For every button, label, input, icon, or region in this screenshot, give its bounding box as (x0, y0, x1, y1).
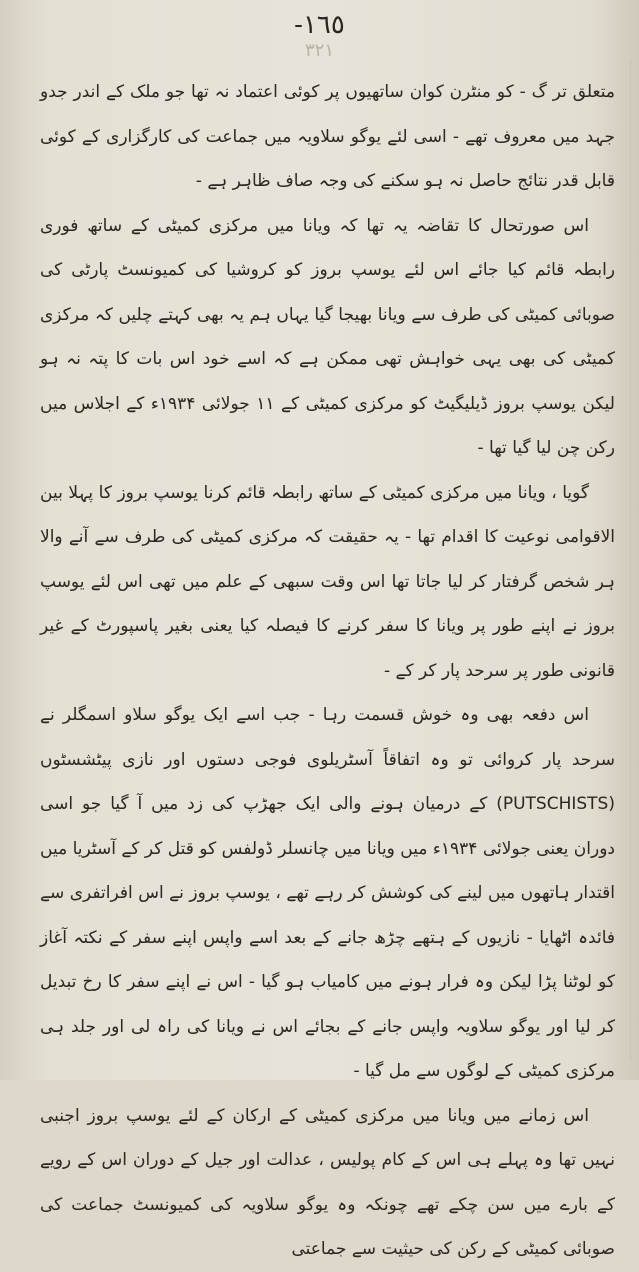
paragraph-1: متعلق تر گ - کو منٹرن کوان ساتھیوں پر کوئی اعتماد نہ تھا جو ملک کے اندر جدو جہد میں معروف تھے - اسی لئے یوگو سلاویہ میں جماعت کی کارگزاری کے کوئی قابل قدر نتائج حاصل نہ ہو سکنے کی وجہ صاف ظاہر ہے - (40, 82, 615, 191)
paragraph-2: اس صورتحال کا تقاضہ یہ تھا کہ ویانا میں مرکزی کمیٹی کے ساتھ فوری رابطہ قائم کیا جائے اس لئے یوسپ بروز کو کروشیا کی کمیونسٹ پارٹی کی صوبائی کمیٹی کی طرف سے ویانا بھیجا گیا یہاں ہم یہ بھی کہتے چلیں کہ مرکزی کمیٹی کی بھی یہی خواہش تھی ممکن ہے کہ اسے خود اس بات کا پتہ نہ ہو لیکن یوسپ بروز ڈیلیگیٹ کو مرکزی کمیٹی کے ۱۱ جولائی ۱۹۳۴ء کے اجلاس میں رکن چن لیا گیا تھا - (40, 215, 615, 458)
paragraph-4: اس دفعہ بھی وہ خوش قسمت رہا - جب اسے ایک یوگو سلاو اسمگلر نے سرحد پار کروائی تو وہ اتفاقاً آسٹریلوی فوجی دستوں اور نازی پیٹشسٹوں (PUTSCHISTS) کے درمیان ہونے والی ایک جھڑپ کی زد میں آ گیا جو اسی دوران یعنی جولائی ۱۹۳۴ء میں ویانا میں چانسلر ڈولفس کو قتل کر کے آسٹریا میں اقتدار ہاتھوں میں لینے کی کوشش کر رہے تھے ، یوسپ بروز نے اس افراتفری سے فائدہ اٹھایا - نازیوں کے ہتھے چڑھ جانے کے بعد اسے واپس اپنے سفر کے نکتہ آغاز کو لوٹنا پڑا لیکن وہ فرار ہونے میں کامیاب ہو گیا - اس نے اپنے سفر کا رخ تبدیل کر لیا اور یوگو سلاویہ واپس جانے کے بجائے اس نے ویانا کی راہ لی اور جلد ہی مرکزی کمیٹی کے لوگوں سے مل گیا - (40, 705, 616, 1081)
paragraph-5: اس زمانے میں ویانا میں مرکزی کمیٹی کے ارکان کے لئے یوسپ بروز اجنبی نہیں تھا وہ پہلے ہی اس کے کام پولیس ، عدالت اور جیل کے دوران اس کے رویے کے بارے میں سن چکے تھے چونکہ وہ یوگو سلاویہ کی کمیونسٹ جماعت کی صوبائی کمیٹی کے رکن کی حیثیت سے جماعتی (40, 1105, 615, 1259)
urdu-text-body (40, 70, 615, 1272)
page-margin-line (630, 60, 631, 1060)
page-number: -١٦٥ (294, 10, 345, 40)
paragraph-3: گویا ، ویانا میں مرکزی کمیٹی کے ساتھ رابطہ قائم کرنا یوسپ بروز کا پہلا بین الاقوامی نوعیت کا اقدام تھا - یہ حقیقت کہ مرکزی کمیٹی کی طرف سے آنے والا ہر شخص گرفتار کر لیا جاتا تھا اس وقت سبھی کے علم میں تھی اس لئے یوسپ بروز نے اپنے طور پر ویانا کا سفر کرنے کا فیصلہ کیا یعنی بغیر پاسپورٹ کے غیر قانونی طور پر سرحد پار کر کے - (40, 482, 615, 681)
faded-page-number: ٣٢١ (304, 40, 334, 61)
